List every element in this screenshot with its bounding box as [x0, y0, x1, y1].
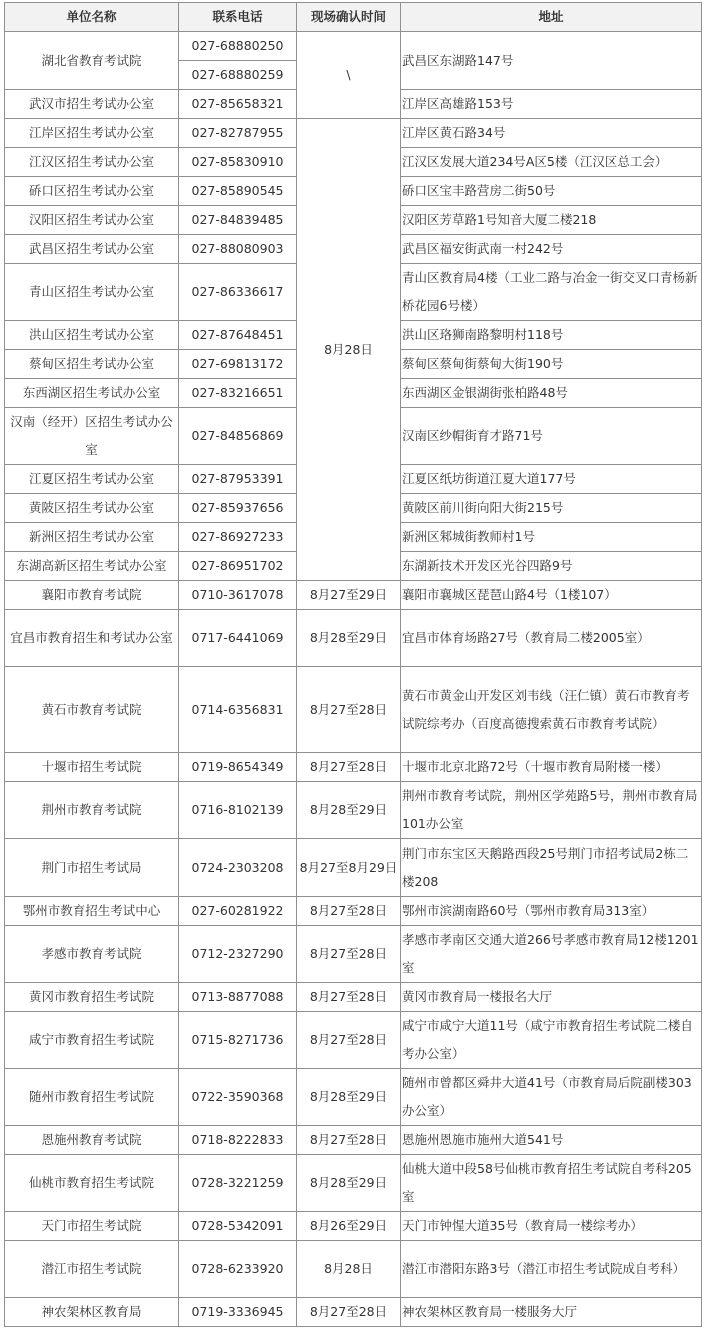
phone-cell: 0714-6356831	[179, 667, 297, 753]
phone-cell: 0728-3221259	[179, 1155, 297, 1212]
unit-name-cell: 十堰市招生考试院	[5, 753, 179, 782]
unit-name-cell: 黄冈市教育招生考试院	[5, 983, 179, 1012]
address-cell: 新洲区邾城街教师村1号	[401, 523, 702, 552]
confirm-time-cell: 8月27至28日	[297, 983, 401, 1012]
phone-cell: 027-84856869	[179, 408, 297, 465]
confirm-time-cell: 8月27至28日	[297, 753, 401, 782]
phone-cell: 027-68880250	[179, 32, 297, 61]
address-cell: 江岸区黄石路34号	[401, 119, 702, 148]
phone-cell: 027-83216651	[179, 379, 297, 408]
phone-cell: 027-86927233	[179, 523, 297, 552]
unit-name-cell: 宜昌市教育招生和考试办公室	[5, 610, 179, 667]
unit-name-cell: 汉南（经开）区招生考试办公室	[5, 408, 179, 465]
address-cell: 咸宁市咸宁大道11号（咸宁市教育招生考试院二楼自考办公室）	[401, 1012, 702, 1069]
phone-cell: 027-88080903	[179, 235, 297, 264]
phone-cell: 0718-8222833	[179, 1126, 297, 1155]
unit-name-cell: 江岸区招生考试办公室	[5, 119, 179, 148]
phone-cell: 027-86336617	[179, 264, 297, 321]
unit-name-cell: 天门市招生考试院	[5, 1212, 179, 1241]
unit-name-cell: 武昌区招生考试办公室	[5, 235, 179, 264]
unit-name-cell: 东西湖区招生考试办公室	[5, 379, 179, 408]
confirm-time-cell: 8月28日	[297, 1241, 401, 1298]
address-cell: 东湖新技术开发区光谷四路9号	[401, 552, 702, 581]
table-header-row	[5, 3, 702, 32]
phone-cell: 027-85890545	[179, 177, 297, 206]
table-row	[5, 581, 702, 610]
table-row	[5, 119, 702, 148]
table-row	[5, 983, 702, 1012]
phone-cell: 027-87953391	[179, 465, 297, 494]
unit-name-cell: 荆州市教育考试院	[5, 782, 179, 839]
table-row	[5, 839, 702, 897]
confirm-time-cell: 8月27至28日	[297, 1126, 401, 1155]
address-cell: 鄂州市滨湖南路60号（鄂州市教育局313室）	[401, 897, 702, 926]
address-cell: 十堰市北京北路72号（十堰市教育局附楼一楼）	[401, 753, 702, 782]
confirm-time-cell: 8月28至29日	[297, 610, 401, 667]
unit-name-cell: 仙桃市教育招生考试院	[5, 1155, 179, 1212]
address-cell: 襄阳市襄城区琵琶山路4号（1楼107）	[401, 581, 702, 610]
address-cell: 荆门市东宝区天鹅路西段25号荆门市招考试局2栋二楼208	[401, 839, 702, 897]
table-row	[5, 610, 702, 667]
address-cell: 武昌区东湖路147号	[401, 32, 702, 90]
confirm-time-cell: 8月27至28日	[297, 667, 401, 753]
table-body	[5, 32, 702, 1327]
phone-cell: 0712-2327290	[179, 926, 297, 983]
address-cell: 恩施州恩施市施州大道541号	[401, 1126, 702, 1155]
confirm-time-cell: 8月27至28日	[297, 1012, 401, 1069]
table-row	[5, 1126, 702, 1155]
phone-cell: 027-85658321	[179, 90, 297, 119]
unit-name-cell: 鄂州市教育招生考试中心	[5, 897, 179, 926]
table-row	[5, 1212, 702, 1241]
address-cell: 孝感市孝南区交通大道266号孝感市教育局12楼1201室	[401, 926, 702, 983]
confirm-time-cell: \	[297, 32, 401, 119]
table-row	[5, 32, 702, 61]
phone-cell: 0724-2303208	[179, 839, 297, 897]
address-cell: 武昌区福安街武南一村242号	[401, 235, 702, 264]
unit-name-cell: 襄阳市教育考试院	[5, 581, 179, 610]
phone-cell: 0716-8102139	[179, 782, 297, 839]
phone-cell: 027-68880259	[179, 61, 297, 90]
address-cell: 洪山区珞狮南路黎明村118号	[401, 321, 702, 350]
address-cell: 蔡甸区蔡甸街蔡甸大街190号	[401, 350, 702, 379]
table-row	[5, 1241, 702, 1298]
header-address: 地址	[401, 3, 702, 32]
phone-cell: 027-86951702	[179, 552, 297, 581]
unit-name-cell: 随州市教育招生考试院	[5, 1069, 179, 1126]
unit-name-cell: 东湖高新区招生考试办公室	[5, 552, 179, 581]
confirm-time-cell: 8月26至29日	[297, 1212, 401, 1241]
unit-name-cell: 潜江市招生考试院	[5, 1241, 179, 1298]
table-row	[5, 897, 702, 926]
address-cell: 青山区教育局4楼（工业二路与冶金一街交叉口青杨新桥花园6号楼）	[401, 264, 702, 321]
unit-name-cell: 黄陂区招生考试办公室	[5, 494, 179, 523]
unit-name-cell: 恩施州教育考试院	[5, 1126, 179, 1155]
address-cell: 神农架林区教育局一楼服务大厅	[401, 1298, 702, 1327]
table-row	[5, 1155, 702, 1212]
table-row	[5, 926, 702, 983]
phone-cell: 027-82787955	[179, 119, 297, 148]
unit-name-cell: 汉阳区招生考试办公室	[5, 206, 179, 235]
confirm-time-cell: 8月27至28日	[297, 897, 401, 926]
phone-cell: 027-60281922	[179, 897, 297, 926]
address-cell: 荆州市教育考试院，荆州区学苑路5号，荆州市教育局101办公室	[401, 782, 702, 839]
address-cell: 江汉区发展大道234号A区5楼（江汉区总工会）	[401, 148, 702, 177]
phone-cell: 0717-6441069	[179, 610, 297, 667]
exam-office-table	[4, 2, 702, 1327]
confirm-time-cell: 8月28至29日	[297, 782, 401, 839]
unit-name-cell: 青山区招生考试办公室	[5, 264, 179, 321]
confirm-time-cell: 8月27至28日	[297, 1298, 401, 1327]
confirm-time-cell: 8月27至8月29日	[297, 839, 401, 897]
phone-cell: 027-69813172	[179, 350, 297, 379]
phone-cell: 027-87648451	[179, 321, 297, 350]
unit-name-cell: 咸宁市教育招生考试院	[5, 1012, 179, 1069]
table-row	[5, 782, 702, 839]
header-unit-name: 单位名称	[5, 3, 179, 32]
address-cell: 黄冈市教育局一楼报名大厅	[401, 983, 702, 1012]
unit-name-cell: 神农架林区教育局	[5, 1298, 179, 1327]
unit-name-cell: 荆门市招生考试局	[5, 839, 179, 897]
confirm-time-cell: 8月28至29日	[297, 1155, 401, 1212]
phone-cell: 0728-6233920	[179, 1241, 297, 1298]
unit-name-cell: 蔡甸区招生考试办公室	[5, 350, 179, 379]
address-cell: 仙桃大道中段58号仙桃市教育招生考试院自考科205室	[401, 1155, 702, 1212]
phone-cell: 027-85937656	[179, 494, 297, 523]
table-row	[5, 667, 702, 753]
table-row	[5, 1012, 702, 1069]
phone-cell: 0713-8877088	[179, 983, 297, 1012]
unit-name-cell: 硚口区招生考试办公室	[5, 177, 179, 206]
address-cell: 天门市钟惺大道35号（教育局一楼综考办）	[401, 1212, 702, 1241]
address-cell: 硚口区宝丰路营房二街50号	[401, 177, 702, 206]
address-cell: 江岸区高雄路153号	[401, 90, 702, 119]
address-cell: 黄石市黄金山开发区刘韦线（汪仁镇）黄石市教育考试院综考办（百度高德搜索黄石市教育考试院）	[401, 667, 702, 753]
header-confirm-time: 现场确认时间	[297, 3, 401, 32]
unit-name-cell: 江汉区招生考试办公室	[5, 148, 179, 177]
table-row	[5, 1069, 702, 1126]
unit-name-cell: 武汉市招生考试办公室	[5, 90, 179, 119]
phone-cell: 0719-8654349	[179, 753, 297, 782]
unit-name-cell: 新洲区招生考试办公室	[5, 523, 179, 552]
phone-cell: 0715-8271736	[179, 1012, 297, 1069]
unit-name-cell: 孝感市教育考试院	[5, 926, 179, 983]
table-row	[5, 1298, 702, 1327]
confirm-time-cell: 8月28至29日	[297, 1069, 401, 1126]
phone-cell: 0710-3617078	[179, 581, 297, 610]
phone-cell: 0722-3590368	[179, 1069, 297, 1126]
phone-cell: 027-85830910	[179, 148, 297, 177]
unit-name-cell: 江夏区招生考试办公室	[5, 465, 179, 494]
address-cell: 汉南区纱帽街育才路71号	[401, 408, 702, 465]
address-cell: 东西湖区金银湖街张柏路48号	[401, 379, 702, 408]
address-cell: 宜昌市体育场路27号（教育局二楼2005室）	[401, 610, 702, 667]
address-cell: 潜江市潜阳东路3号（潜江市招生考试院成自考科）	[401, 1241, 702, 1298]
phone-cell: 0719-3336945	[179, 1298, 297, 1327]
table-row	[5, 753, 702, 782]
confirm-time-cell: 8月27至29日	[297, 581, 401, 610]
confirm-time-cell: 8月27至28日	[297, 926, 401, 983]
phone-cell: 0728-5342091	[179, 1212, 297, 1241]
address-cell: 随州市曾都区舜井大道41号（市教育局后院副楼303办公室）	[401, 1069, 702, 1126]
header-phone: 联系电话	[179, 3, 297, 32]
unit-name-cell: 湖北省教育考试院	[5, 32, 179, 90]
confirm-time-cell: 8月28日	[297, 119, 401, 581]
phone-cell: 027-84839485	[179, 206, 297, 235]
address-cell: 黄陂区前川街向阳大街215号	[401, 494, 702, 523]
unit-name-cell: 洪山区招生考试办公室	[5, 321, 179, 350]
address-cell: 江夏区纸坊街道江夏大道177号	[401, 465, 702, 494]
unit-name-cell: 黄石市教育考试院	[5, 667, 179, 753]
address-cell: 汉阳区芳草路1号知音大厦二楼218	[401, 206, 702, 235]
